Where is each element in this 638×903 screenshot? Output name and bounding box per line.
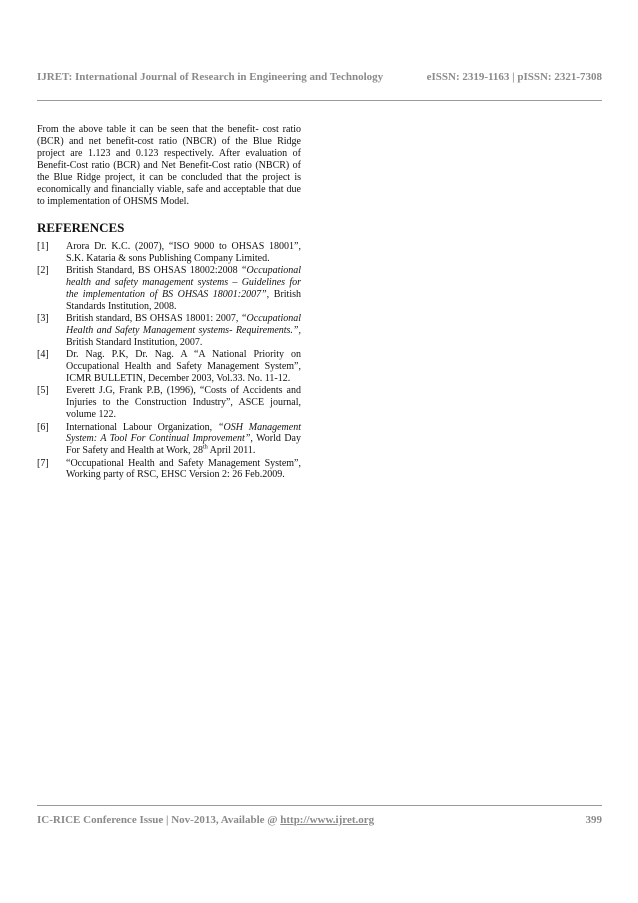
reference-text xyxy=(66,313,301,348)
header-divider xyxy=(37,100,602,101)
footer-issue xyxy=(37,814,374,826)
reference-title-italic: “Occupational health and safety management systems – Guidelines for the implementation of BS OHSAS 18001:2007”, xyxy=(66,265,301,300)
reference-item xyxy=(37,422,301,457)
reference-text xyxy=(66,241,301,264)
journal-website-link[interactable]: http://www.ijret.org xyxy=(280,814,375,826)
journal-title: IJRET: International Journal of Research in Engineering and Technology xyxy=(37,71,384,83)
reference-title-italic: “Occupational Health and Safety Management systems- Requirements.”, xyxy=(66,313,301,336)
reference-number: [6] xyxy=(37,421,49,433)
reference-item xyxy=(37,265,301,312)
reference-number: [7] xyxy=(37,457,49,469)
reference-text-segment: British Standard Institution, 2007. xyxy=(66,336,203,348)
reference-text-segment: British standard, BS OHSAS 18001: 2007, xyxy=(66,313,241,325)
reference-text-segment: Dr. Nag. P.K, Dr. Nag. A “A National Priority on Occupational Health and Safety Management System”, ICMR BULLETIN, December 2003, Vol.33. No. 11-12. xyxy=(66,349,301,384)
running-footer xyxy=(37,814,602,826)
reference-number: [2] xyxy=(37,265,49,277)
reference-number: [3] xyxy=(37,313,49,325)
reference-number: [1] xyxy=(37,241,49,252)
reference-list xyxy=(37,241,301,481)
references-heading: REFERENCES xyxy=(37,220,125,235)
page-number: 399 xyxy=(585,814,602,826)
reference-item xyxy=(37,349,301,384)
reference-text xyxy=(66,458,301,481)
reference-text xyxy=(66,385,301,420)
conclusion-paragraph: From the above table it can be seen that the benefit- cost ratio (BCR) and net benefit-cost ratio (NBCR) of the Blue Ridge project are 1.123 and 0.123 respectively. After evaluation of Benefit-Cost ratio (BCR) and Net Benefit-Cost ratio (NBCR) of the Blue Ridge project, it can be concluded that the project is economically and financially viable, safe and acceptable that due to implementation of OHSMS Model. xyxy=(37,124,301,207)
reference-text-segment: Everett J.G, Frank P.B, (1996), “Costs of Accidents and Injuries to the Construction Industry”, ASCE journal, volume 122. xyxy=(66,385,301,420)
issn-info: eISSN: 2319-1163 | pISSN: 2321-7308 xyxy=(426,71,602,83)
reference-item xyxy=(37,458,301,481)
reference-text-segment: April 2011. xyxy=(207,444,256,456)
reference-text xyxy=(66,422,301,457)
reference-text xyxy=(66,349,301,384)
reference-text-segment: “Occupational Health and Safety Management System”, Working party of RSC, EHSC Version 2: 26 Feb.2009. xyxy=(66,457,301,481)
reference-text-segment: British Standards Institution, 2008. xyxy=(66,288,301,312)
left-column xyxy=(37,124,301,482)
ordinal-suffix: th xyxy=(203,444,208,451)
reference-text xyxy=(66,265,301,312)
running-header xyxy=(37,71,602,83)
reference-text-segment: International Labour Organization, xyxy=(66,421,218,433)
reference-number: [4] xyxy=(37,349,49,361)
reference-number: [5] xyxy=(37,385,49,397)
reference-text-segment: Arora Dr. K.C. (2007), “ISO 9000 to OHSAS 18001”, S.K. Kataria & sons Publishing Company Limited. xyxy=(66,241,301,264)
footer-issue-text: IC-RICE Conference Issue | Nov-2013, Available @ xyxy=(37,814,281,826)
footer-divider xyxy=(37,805,602,806)
reference-item xyxy=(37,313,301,348)
reference-item xyxy=(37,385,301,420)
reference-text-segment: World Day For Safety and Health at Work, 28 xyxy=(66,433,301,456)
reference-item xyxy=(37,241,301,264)
reference-text-segment: British Standard, BS OHSAS 18002:2008 xyxy=(66,265,241,277)
reference-title-italic: “OSH Management System: A Tool For Continual Improvement”, xyxy=(66,421,301,445)
